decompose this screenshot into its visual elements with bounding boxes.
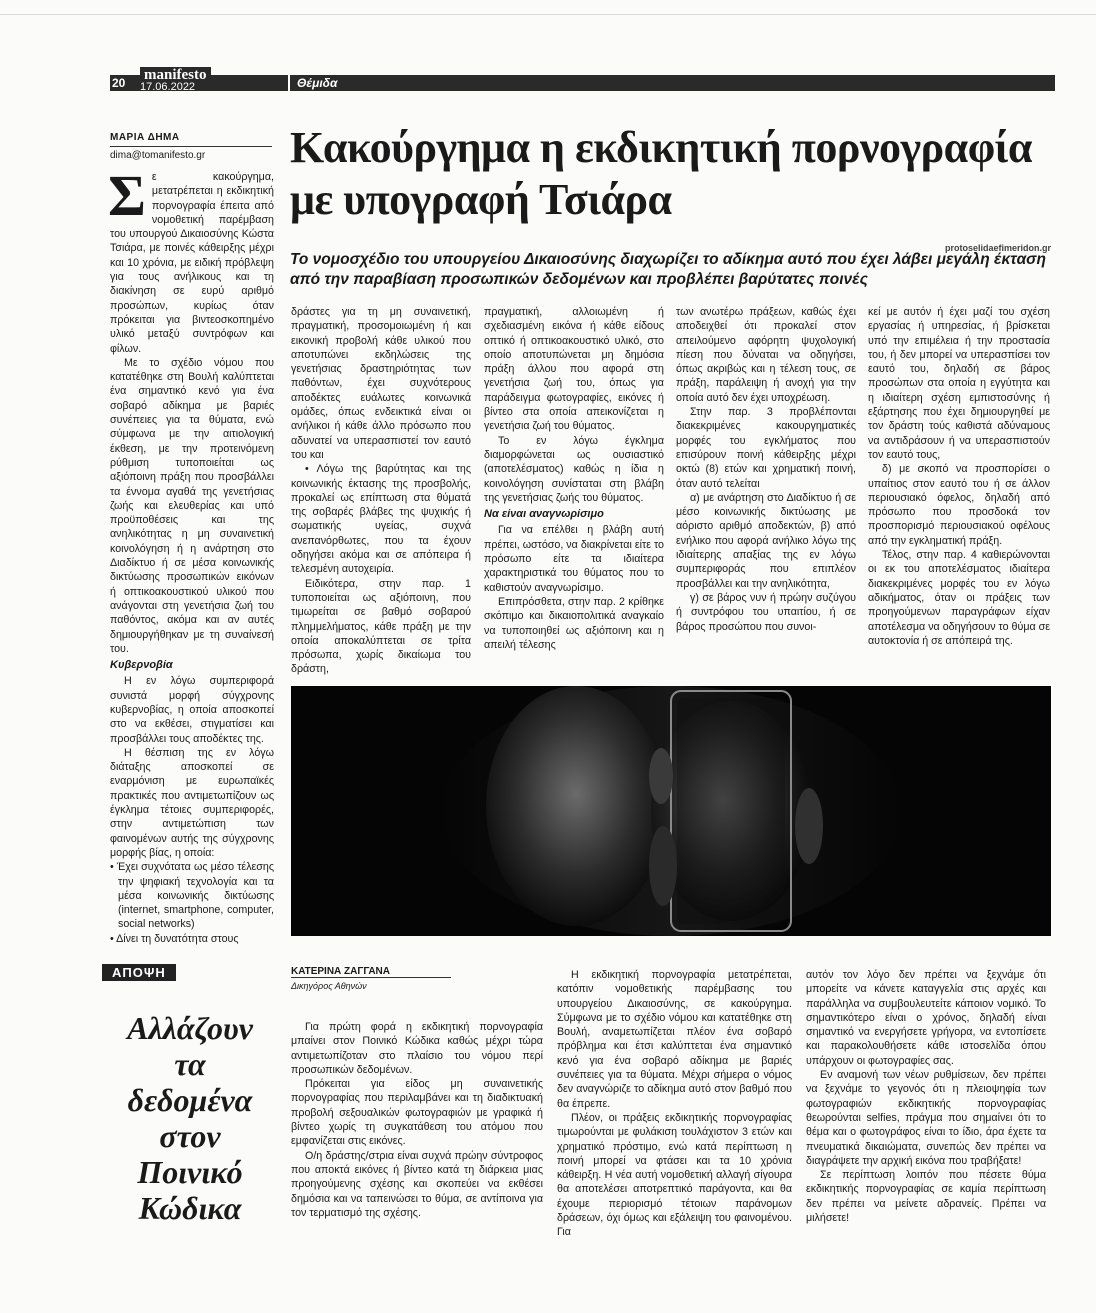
opinion-author-role: Δικηγόρος Αθηνών xyxy=(291,981,367,991)
article-column-1 xyxy=(108,163,274,946)
section-subheading: Να είναι αναγνωρίσιμο xyxy=(484,508,604,521)
masthead-divider xyxy=(288,75,290,91)
opinion-column-3 xyxy=(806,968,1046,1225)
paragraph: δράστες για τη μη συναινετική, πραγματική, προσομοιωμένη ή και εικονική προβολή κάθε υλικού που αποτυπώνει εκδηλώσεις της γενετήσιας δραστηριότητας των παθόντων, έχει συχνότερους αποδέκτες ευάλωτες κοινωνικά ομάδες, όπως ενδεικτικά είναι οι ανήλικοι ή κάθε άλλο πρόσωπο που αδυνατεί να υπερασπιστεί τον εαυτό του και xyxy=(291,306,471,461)
scan-edge-line xyxy=(0,14,1096,15)
paragraph: Η εκδικητική πορνογραφία μετατρέπεται, κατόπιν νομοθετικής παρέμβασης του υπουργείου Δικαιοσύνης, σε κακούργημα. Σύμφωνα με το σχέδιο νόμου και κατατέθηκε στη Βουλή, αναμετωπίζεται πλέον ένα σοβαρό πρόβλημα και έτσι καλύπτεται ένα σημαντικό κενό για ένα σοβαρό αδίκημα με βαριές συνέπειες για τα θύματα. Μέχρι σήμερα ο νόμος δεν αναγνώριζε το αδίκημα αυτό στον βαθμό που θα έπρεπε. xyxy=(557,969,792,1110)
author-email: dima@tomanifesto.gr xyxy=(110,150,206,161)
bullet-item: • Λόγω της βαρύτητας και της κοινωνικής έκτασης της προσβολής, προκαλεί ως επίπτωση στα θύματά της σοβαρές βλάβες της ψυχικής ή σωματικής υγείας, συχνά ανεπανόρθωτες, που τα έχουν οδηγήσει ακόμα και σε απόπειρα ή τελεσμένη αυτοχειρία. xyxy=(291,463,471,576)
article-photo xyxy=(291,686,1051,936)
article-column-5 xyxy=(868,305,1050,648)
paragraph: γ) σε βάρος νυν ή πρώην συζύγου ή συντρόφου του υπαιτίου, ή σε βάρος προσώπου που συνοι- xyxy=(676,591,856,633)
article-column-2 xyxy=(291,305,471,677)
paragraph: Η εν λόγω συμπεριφορά συνιστά μορφή σύγχρονης κυβερνοβίας, η οποία αποσκοπεί στο να εκθέσει, στιγματίσει και προσβάλλει τους αποδέκτες της. xyxy=(110,675,274,745)
bullet-item: • Έχει συχνότατα ως μέσο τέλεσης την ψηφιακή τεχνολογία και τα μέσα κοινωνικής δικτύωσης (internet, smartphone, computer, social networks) xyxy=(110,861,274,931)
paragraph: αυτόν τον λόγο δεν πρέπει να ξεχνάμε ότι μπορείτε να κάνετε καταγγελία στις αρχές και παράλληλα να συμβουλευτείτε κάποιον νομικό. Το σημαντικότερο είναι ο χρόνος, δηλαδή είναι σημαντικό να ενεργήσετε γρήγορα, να εντοπίσετε και παρακολουθήσετε κάθε ιστοσελίδα όπου υπάρχουν οι φωτογραφίες σας. xyxy=(806,969,1046,1067)
paragraph: των ανωτέρω πράξεων, καθώς έχει αποδειχθεί ότι προκαλεί στον απειλούμενο αφόρητη ψυχολογική πίεση που δύναται να οδηγήσει, όπως ακριβώς και η τέλεση τους, σε πράξη, παράλειψη ή ανοχή για την οποία αυτό δεν έχει υποχρέωση. xyxy=(676,306,856,404)
masthead-bar xyxy=(110,75,1055,91)
paragraph: Πλέον, οι πράξεις εκδικητικής πορνογραφίας τιμωρούνται με φυλάκιση τουλάχιστον 3 ετών και χρηματικό πρόστιμο, ενώ κατά περίπτωση η ποινή μπορεί να φτάσει και τα 10 χρόνια κάθειρξη. Η νέα αυτή νομοθετική αλλαγή σίγουρα θα αποτελέσει αποτρεπτικό παράγοντα, και θα έχουμε περιορισμό τέτοιων παράνομων δράσεων, όχι όμως και εξάλειψη του φαινομένου. Για xyxy=(557,1111,792,1239)
section-name: Θέμιδα xyxy=(297,76,338,90)
headline: Κακούργημα η εκδικητική πορνογραφία με υπογραφή Τσιάρα xyxy=(290,123,1032,224)
article-column-4 xyxy=(676,305,856,634)
opinion-column-2 xyxy=(557,968,792,1240)
author-name: ΜΑΡΙΑ ΔΗΜΑ xyxy=(110,132,180,143)
paragraph: Η θέσπιση της εν λόγω διάταξης αποσκοπεί σε εναρμόνιση με ευρωπαϊκές πρακτικές που αντιμετωπίζουν ως έγκλημα τέτοιες συμπεριφορές, στην αντιμετώπιση των φαινομένων αυτής της σύγχρονης μορφής βίας, η οποία: xyxy=(110,746,274,859)
opinion-author: ΚΑΤΕΡΙΝΑ ΖΑΓΓΑΝΑ xyxy=(291,966,390,977)
paragraph: πραγματική, αλλοιωμένη ή σχεδιασμένη εικόνα ή κάθε είδους οπτικό ή οπτικοακουστικό υλικό, στο οποίο αποτυπώνεται μη δημόσια πράξη άλλου που αφορά στη γενετήσια ζωή του, όπως για παράδειγμα φωτογραφίες, εικόνες ή βίντεο στα οποία απεικονίζεται η γενετήσια ζωή του θύματος. xyxy=(484,306,664,433)
brand-logo: manifesto xyxy=(140,67,211,84)
opinion-title: Αλλάζουν τα δεδομένα στον Ποινικό Κώδικα xyxy=(127,1010,253,1226)
paragraph: κεί με αυτόν ή έχει μαζί του σχέση εργασίας ή υπηρεσίας, ή βρίσκεται υπό την επιμέλεια ή την προστασία του, ή δεν μπορεί να υπερασπίσει τον εαυτό του, δηλαδή σε βάρος προσώπων στα οποία η εγγύτητα και η ιδιαίτερη σχέση εμπιστοσύνης ή εξάρτησης που έχει δημιουργηθεί με τον δράστη τούς καθιστά αδύναμους να αντιδράσουν ή να υπερασπιστούν τον εαυτό τους, xyxy=(868,306,1050,461)
paragraph: Εν αναμονή των νέων ρυθμίσεων, δεν πρέπει να ξεχνάμε το γεγονός ότι η πλειοψηφία των φωτογραφιών εκδικητικής πορνογραφίας θεωρούνται selfies, πράγμα που σημαίνει ότι το θέμα και ο φωτογράφος είναι το ίδιο, άρα έχετε τα πνευματικά δικαιώματα, συνεπώς δεν πρέπει να διαγράψετε την αρχική εικόνα που τραβήξατε! xyxy=(806,1069,1046,1167)
opinion-label: ΑΠΟΨΗ xyxy=(102,964,176,981)
paragraph: Το εν λόγω έγκλημα διαμορφώνεται ως ουσιαστικό (αποτελέσματος) καθώς η ίδια η κοινολόγηση συνίσταται στη βλάβη της γενετήσιας ζωής του θύματος. xyxy=(484,434,664,504)
drop-cap: Σ xyxy=(108,163,146,228)
paragraph: Για να επέλθει η βλάβη αυτή πρέπει, ωστόσο, να διακρίνεται είτε το πρόσωπο είτε τα ιδιαίτερα χαρακτηριστικά του θύματος που το καθιστούν αναγνωρίσιμο. xyxy=(484,524,664,594)
opinion-column-1 xyxy=(291,1020,543,1220)
paragraph: ε κακούργημα, μετατρέπεται η εκδικητική πορνογραφία έπειτα από νομοθετική παρέμβαση του υπουργού Δικαιοσύνης Κώστα Τσιάρα, με ποινές κάθειρξης μέχρι και 10 χρόνια, με ειδική πρόβλεψη για τους ανήλικους και τη διακίνηση σε ευρύ αριθμό προσώπων, κυρίως όταν πρόκειται για βιντεοσκοπημένο υλικό μεταξύ συντρόφων και φίλων. xyxy=(110,171,274,355)
paragraph: Στην παρ. 3 προβλέπονται διακεκριμένες κακουργηματικές μορφές του εγκλήματος που επισύρουν ποινή κάθειρξης μέχρι οκτώ (8) ετών και χρηματική ποινή, όταν αυτό τελείται xyxy=(676,406,856,490)
paragraph: Ειδικότερα, στην παρ. 1 τυποποιείται ως αξιόποινη, που τιμωρείται σε βαθμό σοβαρού πλημμελήματος, κάθε πράξη με την οποία αποκαλύπτεται σε τρίτα πρόσωπα, χωρίς δικαίωμα του δράστη, xyxy=(291,577,471,676)
paragraph: Επιπρόσθετα, στην παρ. 2 κρίθηκε σκόπιμο και δικαιοπολιτικά αναγκαίο να τυποποιηθεί ως αξιόποινη και η απειλή τέλεσης xyxy=(484,595,664,651)
paragraph: Σε περίπτωση λοιπόν που πέσετε θύμα εκδικητικής πορνογραφίας σε καμία περίπτωση δεν πρέπει να μείνετε αδρανείς. Πρέπει να μιλήσετε! xyxy=(806,1169,1046,1225)
paragraph: Τέλος, στην παρ. 4 καθιερώνονται οι εκ του αποτελέσματος ιδιαίτερα διακεκριμένες μορφές του εν λόγω αδικήματος, όταν οι πράξεις των προηγούμενων παραγράφων είχαν αποτέλεσμα να οδηγήσουν το θύμα σε αυτοκτονία ή σε απόπειρά της. xyxy=(868,549,1050,647)
watermark: protoselidaefimeridon.gr xyxy=(945,243,1052,253)
paragraph: Ο/η δράστης/στρια είναι συχνά πρώην σύντροφος που αποκτά εικόνες ή βίντεο κατά τη διάρκεια μιας προηγούμενης σχέσης και σκοπεύει να εκθέσει δημόσια και να ταπεινώσει το θύμα, σε αντίποινα για τον τερματισμό της σχέσης. xyxy=(291,1149,543,1219)
paragraph: Με το σχέδιο νόμου που κατατέθηκε στη Βουλή καλύπτεται ένα σημαντικό κενό για ένα σοβαρό αδίκημα με βαριές συνέπειες για τα θύματα, ενώ σύμφωνα με την αιτιολογική έκθεση, με την προτεινόμενη ρύθμιση τυποποιείται ως αξιόποινη πράξη που προσβάλλει τα έννομα αγαθά της γενετήσιας ζωής και ελευθερίας και υπό προϋποθέσεις και της ανηλικότητας η μη συναινετική κοινολόγηση ή η ανάρτηση στο Διαδίκτυο ή σε μέσα κοινωνικής δικτύωσης προσωπικών εικόνων ή οπτικοακουστικού υλικού που ανάγονται στη γενετήσια ζωή του παθόντος, ακόμα και αν αυτές δημιουργήθηκαν με τη συναίνεσή του. xyxy=(110,356,274,655)
photo-illustration xyxy=(291,686,1051,936)
paragraph: α) με ανάρτηση στο Διαδίκτυο ή σε μέσο κοινωνικής δικτύωσης με αόριστο αριθμό αποδεκτών, β) από ενήλικο που αφορά ανήλικο λόγω της ιδιαίτερης απαξίας της εν λόγω συμπεριφοράς που επιπλέον προσβάλλει και την ανηλικότητα, xyxy=(676,491,856,590)
section-subheading: Κυβερνοβία xyxy=(110,659,173,672)
byline-rule xyxy=(110,146,272,147)
subheadline: Το νομοσχέδιο του υπουργείου Δικαιοσύνης διαχωρίζει το αδίκημα αυτό που έχει λάβει μεγάλη έκταση από την παραβίαση προσωπικών δεδομένων και προβλέπει βαρύτατες ποινές xyxy=(290,251,1046,288)
paragraph: δ) με σκοπό να προσπορίσει ο υπαίτιος στον εαυτό του ή σε άλλον περιουσιακό όφελος, δηλαδή από πρόσωπο που προσδοκά τον προσπορισμό περιουσιακού οφέλους από την εγκληματική πράξη. xyxy=(868,463,1050,547)
opinion-byline-rule xyxy=(291,977,451,978)
paragraph: Για πρώτη φορά η εκδικητική πορνογραφία μπαίνει στον Ποινικό Κώδικα καθώς μέχρι τώρα αντιμετωπίζοταν στο πλαίσιο του νόμου περί προσωπικών δεδομένων. xyxy=(291,1021,543,1076)
paragraph: Πρόκειται για είδος μη συναινετικής πορνογραφίας που περιλαμβάνει και τη διαδικτυακή προβολή σεξουαλικών φωτογραφιών με γραφικά ή βίντεο χωρίς τη συγκατάθεση του ατόμου που εμφανίζεται στις εικόνες. xyxy=(291,1078,543,1148)
page-number: 20 xyxy=(112,76,126,90)
article-column-3 xyxy=(484,305,664,652)
issue-date: 17.06.2022 xyxy=(140,81,196,93)
bullet-item: • Δίνει τη δυνατότητα στους xyxy=(110,932,239,945)
